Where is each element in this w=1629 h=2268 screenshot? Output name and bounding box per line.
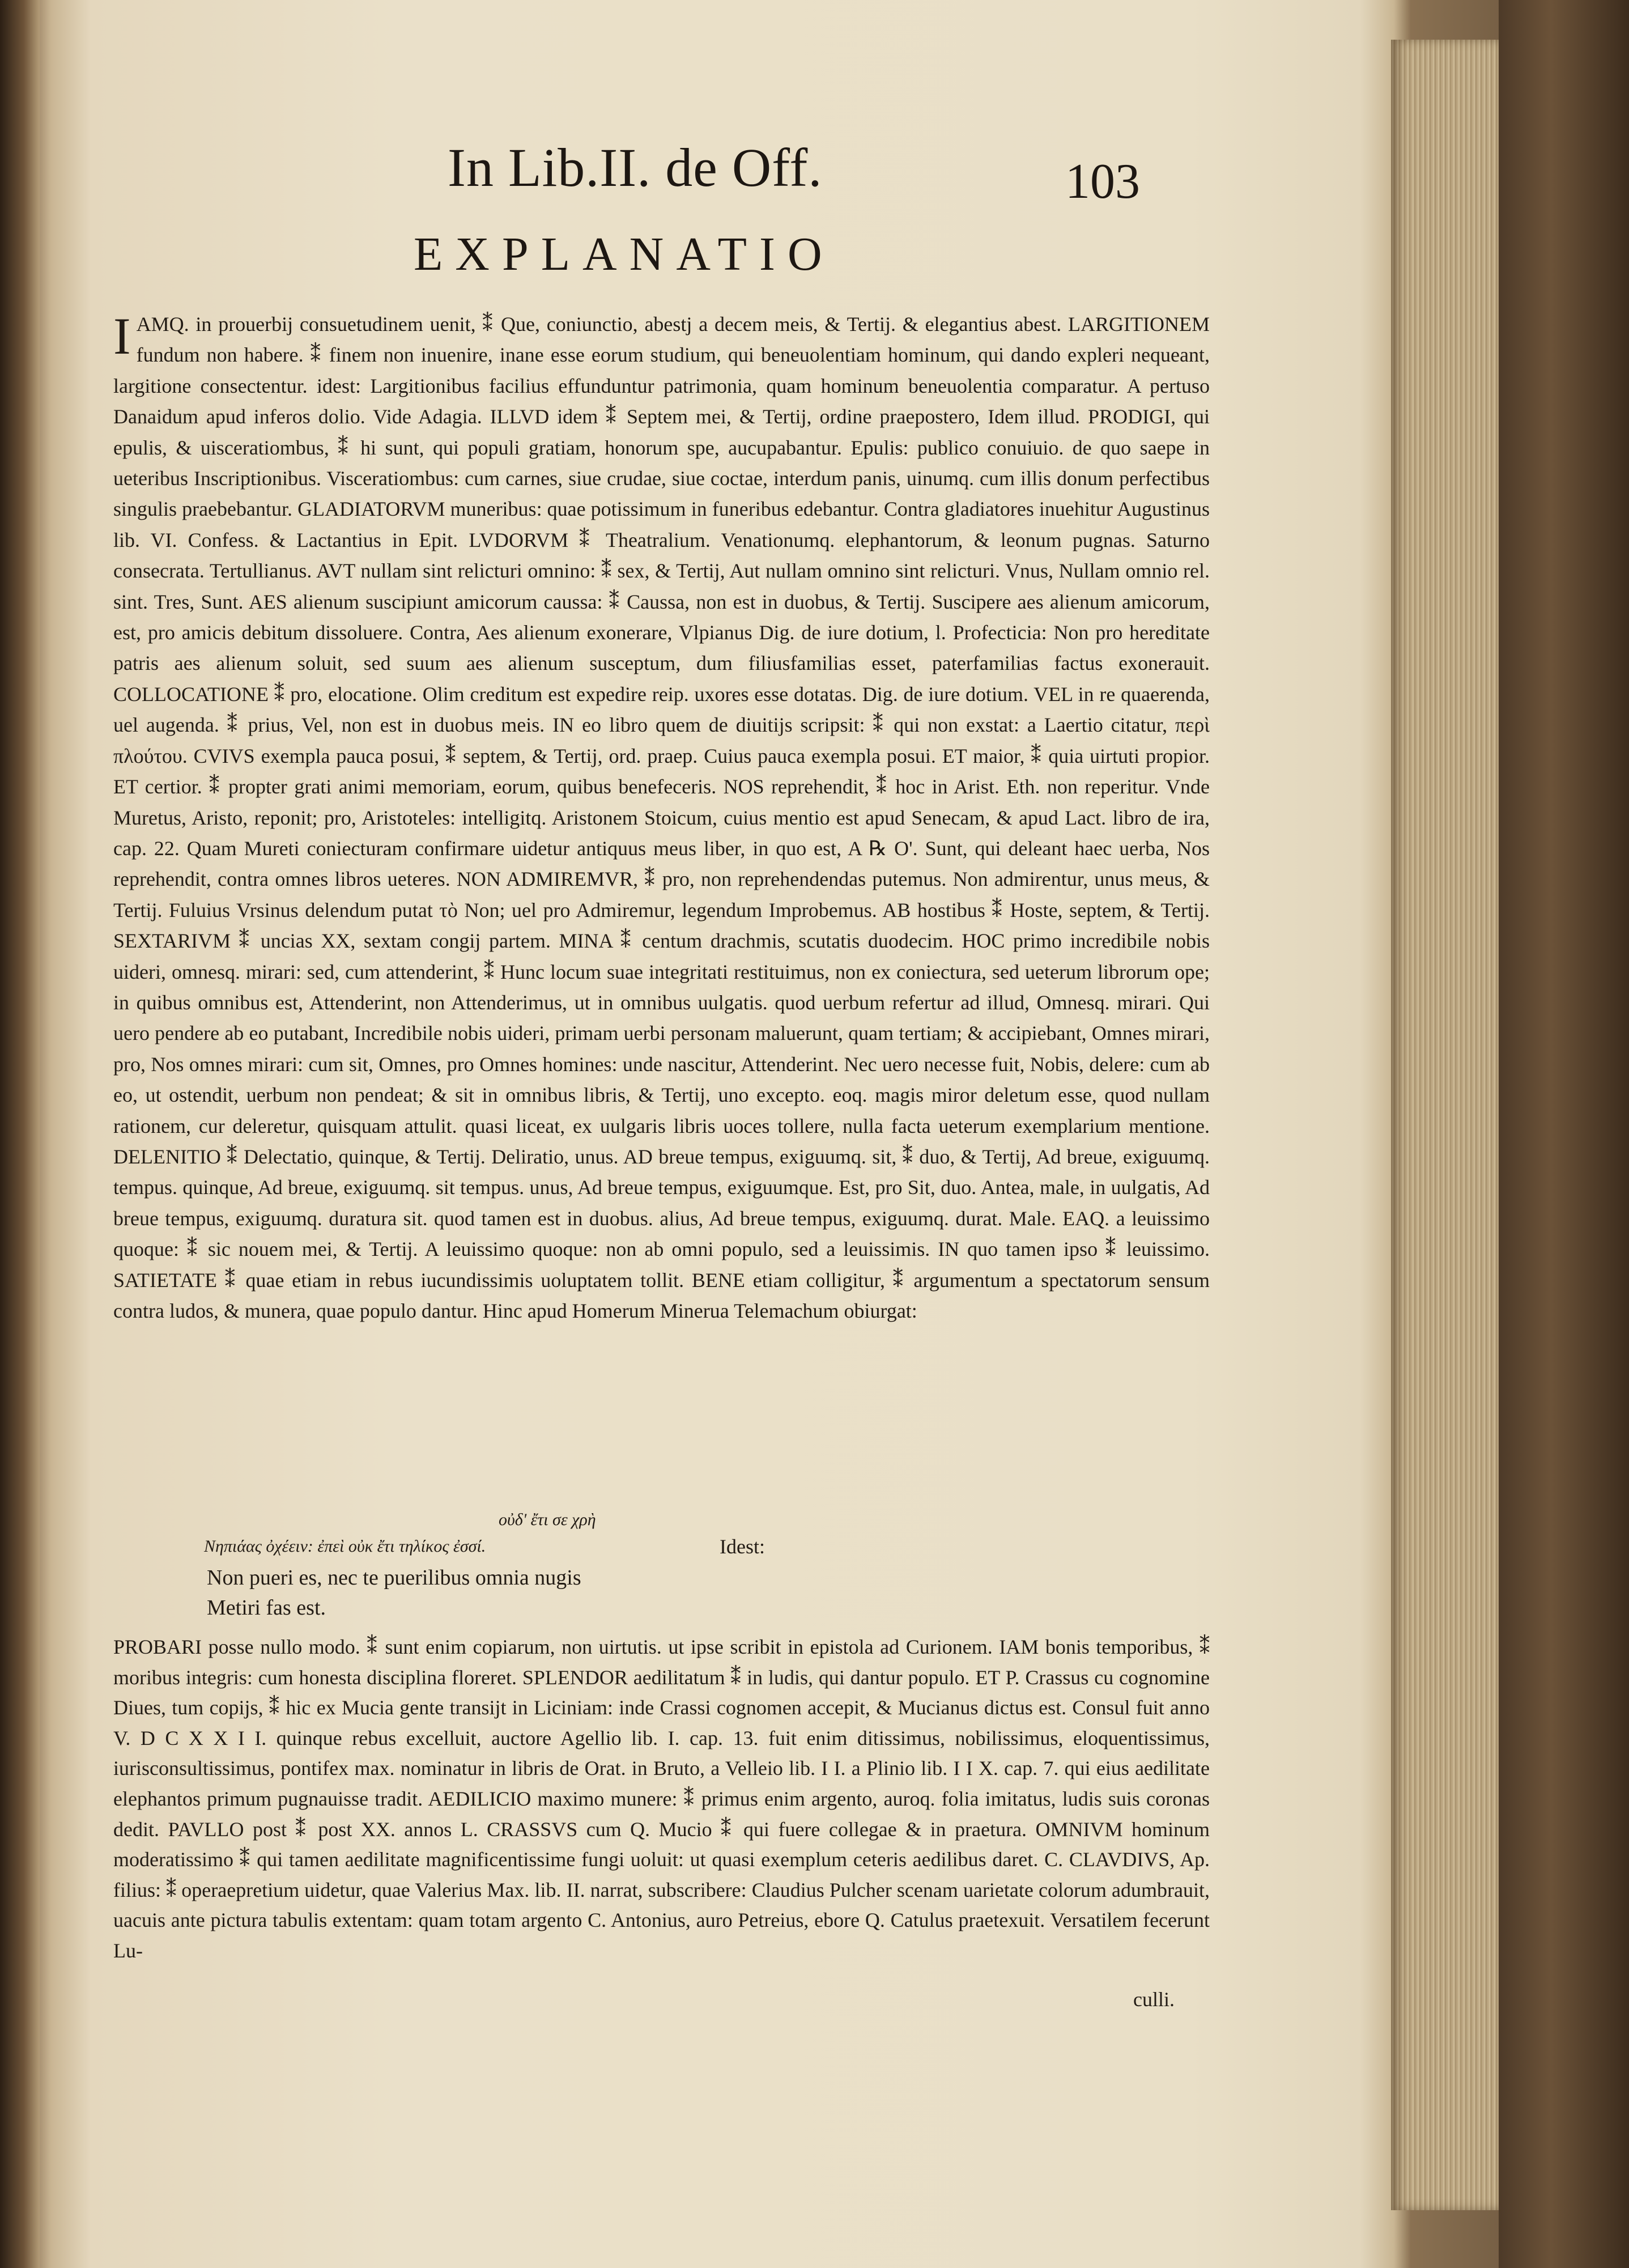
page-number: 103 bbox=[1065, 154, 1140, 209]
paragraph-1-text: AMQ. in prouerbij consuetudinem uenit, ⁑ Que, coniunctio, abestj a decem meis, & Tertij. & elegantius abest. LARGITIONEM fundum non habere. ⁑ finem non inuenire, inane esse eorum studium, qui beneuolentiam hominum, qui dando expleri nequeant, largitione consectentur. idest: Largitionibus facilius effunduntur patrimonia, quam hominum beneuolentia comparatur. A pertuso Danaidum apud inferos dolio. Vide Adagia. ILLVD idem ⁑ Septem mei, & Tertij, ordine praepostero, Idem illud. PRODIGI, qui epulis, & uisceratiombus, ⁑ hi sunt, qui populi gratiam, honorum spe, aucupabantur. Epulis: publico conuiuio. de quo saepe in ueteribus Inscriptionibus. Visceratiombus: cum carnes, siue crudae, siue coctae, interdum panis, uinumq. cum illis donum perfectibus singulis praebebantur. GLADIATORVM muneribus: quae potissimum in funeribus edebantur. Contra gladiatores inuehitur Augustinus lib. VI. Confess. & Lactantius in Epit. LVDORVM ⁑ Theatralium. Venationumq. elephantorum, & leonum pugnas. Saturno consecrata. Tertullianus. AVT nullam sint relicturi omnino: ⁑ sex, & Tertij, Aut nullam omnino sint relicturi. Vnus, Nullam omnio rel. sint. Tres, Sunt. AES alienum suscipiunt amicorum caussa: ⁑ Caussa, non est in duobus, & Tertij. Suscipere aes alienum amicorum, est, pro amicis debitum dissoluere. Contra, Aes alienum exonerare, Vlpianus Dig. de iure dotium, l. Profecticia: Non pro hereditate patris aes alienum soluit, sed suum aes alienum susceptum, dum filiusfamilias esset, paterfamilias factus exonerauit. COLLOCATIONE ⁑ pro, elocatione. Olim creditum est expedire reip. uxores esse dotatas. Dig. de iure dotium. VEL in re quaerenda, uel augenda. ⁑ prius, Vel, non est in duobus meis. IN eo libro quem de diuitijs scripsit: ⁑ qui non exstat: a Laertio citatur, περὶ πλούτου. CVIVS exempla pauca posui, ⁑ septem, & Tertij, ord. praep. Cuius pauca exempla posui. ET maior, ⁑ quia uirtuti propior. ET certior. ⁑ propter grati animi memoriam, eorum, quibus benefeceris. NOS reprehendit, ⁑ hoc in Arist. Eth. non reperitur. Vnde Muretus, Aristo, reponit; pro, Aristoteles: intelligitq. Aristonem Stoicum, cuius mentio est apud Senecam, & apud Lact. libro de ira, cap. 22. Quam Mureti coniecturam confirmare uidetur antiquus meus liber, in quo est, A ℞ O'. Sunt, qui deleant haec uerba, Nos reprehendit, contra omnes libros ueteres. NON ADMIREMVR, ⁑ pro, non reprehendendas putemus. Non admirentur, unus meus, & Tertij. Fuluius Vrsinus delendum putat τὸ Non; uel pro Admiremur, legendum Improbemus. AB hostibus ⁑ Hoste, septem, & Tertij. SEXTARIVM ⁑ uncias XX, sextam congij partem. MINA ⁑ centum drachmis, scutatis duodecim. HOC primo incredibile nobis uideri, omnesq. mirari: sed, cum attenderint, ⁑ Hunc locum suae integritati restituimus, non ex coniectura, sed ueterum librorum ope; in quibus omnibus est, Attenderint, non Attenderimus, ut in omnibus uulgatis. quod uerbum refertur ad illud, Omnesq. mirari. Qui uero pendere ab eo putabant, Incredibile nobis uideri, primam uerbi personam maluerunt, quam tertiam; & accipiebant, Omnes mirari, pro, Nos omnes mirari: cum sit, Omnes, pro Omnes homines: unde nascitur, Attenderint. Nec uero necesse fuit, Nobis, delere: cum ab eo, ut ostendit, uerbum non pendeat; & sit in omnibus libris, & Tertij, uno excepto. eoq. magis miror deletum esse, quod nullam rationem, cur deleretur, quisquam attulit. quasi liceat, ex uulgaris libris uoces tollere, nulla facta ueterum exemplarium mentione. DELENITIO ⁑ Delectatio, quinque, & Tertij. Deliratio, unus. AD breue tempus, exiguumq. sit, ⁑ duo, & Tertij, Ad breue, exiguumq. tempus. quinque, Ad breue, exiguumq. sit tempus. unus, Ad breue tempus, exiguumque. Est, pro Sit, duo. Antea, male, in uulgatis, Ad breue tempus, exiguumq. duratura sit. quod tamen est in duobus. alius, Ad breue tempus, exiguumq. durat. Male. EAQ. a leuissimo quoque: ⁑ sic nouem mei, & Tertij. A leuissimo quoque: non ab omni populo, sed a leuissimis. IN quo tamen ipso ⁑ leuissimo. SATIETATE ⁑ quae etiam in rebus iucundissimis uoluptatem tollit. BENE etiam colligitur, ⁑ argumentum a spectatorum sensum contra ludos, & munera, quae populo dantur. Hinc apud Homerum Minerua Telemachum obiurgat: bbox=[113, 313, 1210, 1322]
page-fore-edge bbox=[1391, 40, 1499, 2210]
commentary-paragraph-1 bbox=[113, 309, 1210, 1326]
drop-cap: I bbox=[113, 307, 131, 365]
book-page bbox=[91, 0, 1391, 2268]
catchword: culli. bbox=[1133, 1988, 1175, 2011]
verse-line-2: Metiri fas est. bbox=[207, 1596, 326, 1620]
section-title: EXPLANATIO bbox=[414, 228, 835, 281]
idest-label: Idest: bbox=[720, 1535, 765, 1558]
running-head: In Lib.II. de Off. bbox=[448, 137, 823, 198]
commentary-block-2 bbox=[113, 1632, 1210, 1967]
left-page-edge bbox=[0, 0, 40, 2268]
greek-line: Νηπιάας ὀχέειν: ἐπεὶ οὐκ ἔτι τηλίκος ἐσσί. bbox=[204, 1537, 486, 1556]
commentary-paragraph-2: PROBARI posse nullo modo. ⁑ sunt enim copiarum, non uirtutis. ut ipse scribit in epistola ad Curionem. IAM bonis temporibus, ⁑ moribus integris: cum honesta disciplina floreret. SPLENDOR aedilitatum ⁑ in ludis, qui dantur populo. ET P. Crassus cu cognomine Diues, tum copijs, ⁑ hic ex Mucia gente transijt in Licinіam: inde Crassi cognomen accepit, & Mucianus dictus est. Consul fuit anno V. D C X X I I. quinque rebus excelluit, auctore Agellio lib. I. cap. 13. fuit enim ditissimus, nobilissimus, eloquentissimus, iurisconsultissimus, pontifex max. nominatur in libris de Orat. in Bruto, a Velleio lib. I I. a Plinio lib. I I X. cap. 7. qui eius aedilitate elephantos primum pugnauisse tradit. AEDILICIO maximo munere: ⁑ primus enim argento, auroq. folia imitatus, ludis suis coronas dedit. PAVLLO post ⁑ post XX. annos L. CRASSVS cum Q. Mucio ⁑ qui fuere collegae & in praetura. OMNIVM hominum moderatissimo ⁑ qui tamen aedilitate magnificentissime fungi uoluit: ut quasi exemplum ceteris aedilibus daret. C. CLAVDIVS, Ap. filius: ⁑ operaepretium uidetur, quae Valerius Max. lib. II. narrat, subscribere: Claudius Pulcher scenam uarietate colorum adumbrauit, uacuis ante pictura tabulis extentam: quam totam argento C. Antonius, auro Petreius, ebore Q. Catulus praetexuit. Versatilem fecerunt Lu- bbox=[113, 1636, 1210, 1962]
greek-quote: οὐδ' ἔτι σε χρὴ bbox=[499, 1510, 596, 1529]
commentary-block-1 bbox=[113, 309, 1210, 1326]
book-cover-edge bbox=[1499, 0, 1629, 2268]
verse-line-1: Non pueri es, nec te puerilibus omnia nugis bbox=[207, 1566, 581, 1590]
